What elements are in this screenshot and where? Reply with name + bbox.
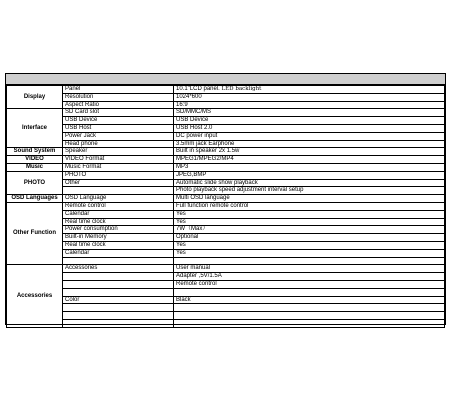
item-cell — [63, 280, 174, 288]
item-cell: PHOTO — [63, 171, 174, 179]
value-text: Yes — [176, 241, 186, 248]
value-cell — [174, 241, 445, 249]
item-cell — [63, 288, 174, 296]
item-cell: Power Jack — [63, 132, 174, 140]
table-row — [7, 140, 445, 148]
table-row — [7, 156, 445, 164]
value-text: MP3 — [176, 163, 189, 170]
table-row — [7, 257, 445, 265]
value-text: 1024*600 — [176, 93, 202, 100]
item-cell: Built-in Memory — [63, 234, 174, 242]
value-cell — [174, 101, 445, 109]
value-text: Remote control — [176, 280, 217, 287]
item-cell: Resolution — [63, 93, 174, 101]
value-cell — [174, 288, 445, 296]
table-row — [7, 171, 445, 179]
category-cell: Other Function — [7, 202, 63, 264]
value-text: Photo playback speed adjustment interval setup — [176, 187, 304, 194]
item-cell: Speaker — [63, 148, 174, 156]
item-cell: Head phone — [63, 140, 174, 148]
value-text: MPEG1/MPEG2/MP4 — [176, 156, 234, 163]
value-text: Automatic slide show playback — [176, 179, 258, 186]
value-text: Optional — [176, 234, 199, 241]
value-text: 16:9 — [176, 101, 188, 108]
category-cell: VIDEO — [7, 156, 63, 164]
spec-table — [6, 85, 445, 328]
table-row — [7, 132, 445, 140]
value-cell — [174, 273, 445, 281]
item-cell: Calendar — [63, 210, 174, 218]
value-cell — [174, 179, 445, 187]
table-row — [7, 280, 445, 288]
category-cell: Sound System — [7, 148, 63, 156]
item-cell: USB Device — [63, 117, 174, 125]
item-cell — [63, 312, 174, 320]
value-cell — [174, 234, 445, 242]
value-cell — [174, 171, 445, 179]
table-row — [7, 319, 445, 327]
item-cell — [63, 187, 174, 195]
value-note: LED backlight — [221, 86, 262, 92]
value-cell — [174, 312, 445, 320]
value-cell — [174, 304, 445, 312]
item-cell: Remote control — [63, 202, 174, 210]
table-row — [7, 218, 445, 226]
value-cell — [174, 163, 445, 171]
category-cell: Music — [7, 163, 63, 171]
value-text: USB Device — [176, 117, 209, 124]
table-header-bar — [6, 74, 445, 85]
value-cell — [174, 117, 445, 125]
item-cell: Other — [63, 179, 174, 187]
table-row — [7, 195, 445, 203]
category-cell: Display — [7, 86, 63, 109]
item-cell: VIDEO Format — [63, 156, 174, 164]
table-row — [7, 273, 445, 281]
value-cell — [174, 319, 445, 327]
category-cell: OSD Languages — [7, 195, 63, 203]
table-row — [7, 86, 445, 94]
item-cell: Accessories — [63, 265, 174, 273]
value-cell — [174, 226, 445, 234]
value-cell — [174, 296, 445, 304]
value-text: Multi OSD language — [176, 195, 230, 202]
item-cell: Real time clock — [63, 241, 174, 249]
table-row — [7, 163, 445, 171]
value-cell — [174, 257, 445, 265]
table-row — [7, 148, 445, 156]
table-row — [7, 296, 445, 304]
value-text: Black — [176, 296, 191, 303]
value-text: Yes — [176, 210, 186, 217]
value-cell — [174, 218, 445, 226]
value-cell — [174, 109, 445, 117]
item-cell: USB Host — [63, 124, 174, 132]
item-cell: Panel — [63, 86, 174, 94]
table-row — [7, 187, 445, 195]
table-row — [7, 202, 445, 210]
table-row — [7, 304, 445, 312]
table-row — [7, 117, 445, 125]
value-text: USB Host 2.0 — [176, 124, 213, 131]
value-text: JPEG,BMP — [176, 171, 207, 178]
value-text: Built in speaker 2x 1.5w — [176, 148, 240, 155]
item-cell: Calendar — [63, 249, 174, 257]
value-cell — [174, 280, 445, 288]
spec-table-body — [7, 86, 445, 328]
value-text: 3.5mm jack Earphone — [176, 140, 235, 147]
value-text: Full function remote control — [176, 202, 249, 209]
value-cell — [174, 124, 445, 132]
value-cell — [174, 148, 445, 156]
value-cell — [174, 132, 445, 140]
value-cell — [174, 187, 445, 195]
value-text: DC power input — [176, 132, 218, 139]
table-row — [7, 249, 445, 257]
item-cell: OSD Language — [63, 195, 174, 203]
value-text: Yes — [176, 218, 186, 225]
table-row — [7, 93, 445, 101]
table-row — [7, 265, 445, 273]
table-row — [7, 234, 445, 242]
table-row — [7, 312, 445, 320]
value-cell — [174, 265, 445, 273]
item-cell: Music Format — [63, 163, 174, 171]
item-cell: Aspect Ratio — [63, 101, 174, 109]
table-row — [7, 210, 445, 218]
value-cell — [174, 93, 445, 101]
item-cell — [63, 273, 174, 281]
category-cell: Accessories — [7, 265, 63, 327]
category-cell: PHOTO — [7, 171, 63, 194]
spec-sheet — [5, 73, 446, 325]
value-text: 10.1"LCD panel — [176, 86, 219, 92]
value-cell — [174, 210, 445, 218]
item-cell: Real time clock — [63, 218, 174, 226]
value-text: 7W（Max） — [176, 226, 209, 233]
value-text: User manual — [176, 265, 211, 272]
table-row — [7, 101, 445, 109]
value-cell — [174, 86, 445, 94]
value-cell — [174, 156, 445, 164]
value-cell — [174, 195, 445, 203]
category-cell: Interface — [7, 109, 63, 148]
value-text: SD/MMC/MS — [176, 109, 211, 116]
item-cell: Color — [63, 296, 174, 304]
value-text: Adapter ,5V/1.5A — [176, 273, 222, 280]
item-cell: SD Card slot — [63, 109, 174, 117]
table-row — [7, 241, 445, 249]
table-row — [7, 179, 445, 187]
table-row — [7, 288, 445, 296]
value-cell — [174, 202, 445, 210]
value-cell — [174, 140, 445, 148]
separator: . — [218, 86, 222, 92]
item-cell: Power consumption — [63, 226, 174, 234]
item-cell — [63, 304, 174, 312]
value-text: Yes — [176, 249, 186, 256]
item-cell — [63, 257, 174, 265]
table-row — [7, 109, 445, 117]
item-cell — [63, 319, 174, 327]
table-row — [7, 124, 445, 132]
table-row — [7, 226, 445, 234]
value-cell — [174, 249, 445, 257]
